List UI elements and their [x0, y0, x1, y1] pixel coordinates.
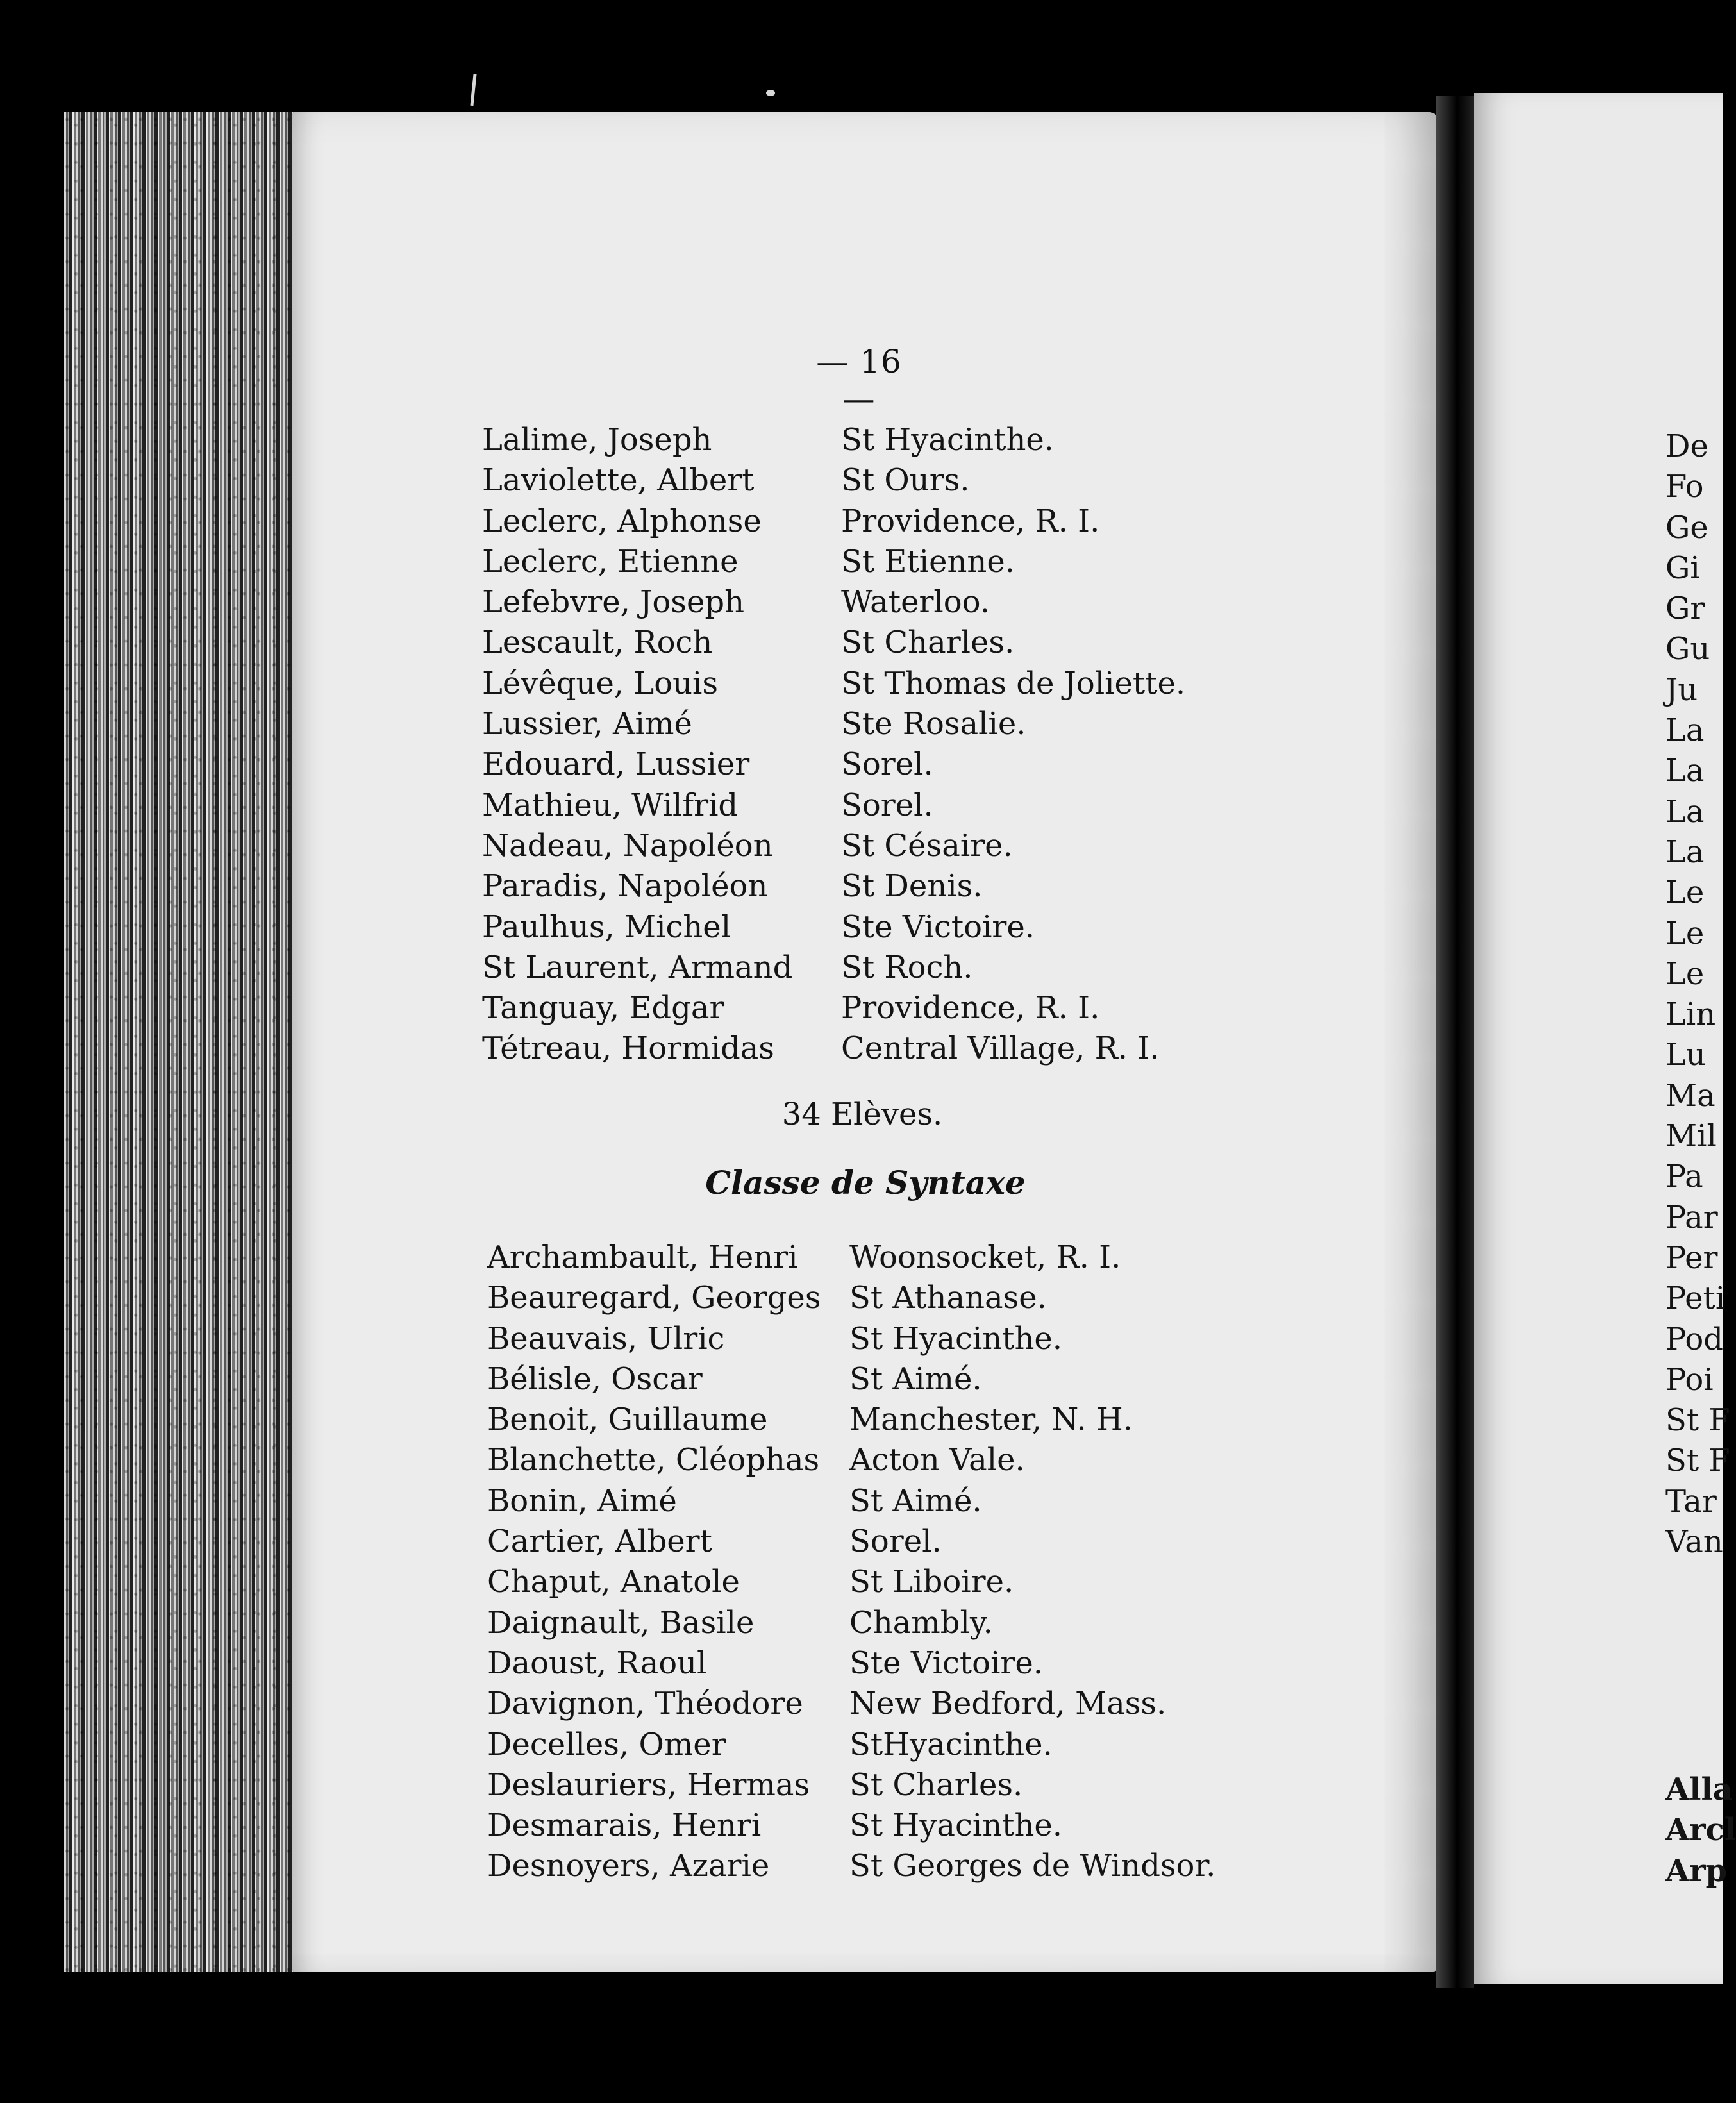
student-hometown: Ste Victoire. — [841, 909, 1035, 945]
right-page-fragment: Pod — [1665, 1321, 1723, 1357]
student-hometown: St Denis. — [841, 868, 983, 905]
student-hometown: St Athanase. — [849, 1280, 1047, 1316]
right-page-fragment: La — [1665, 834, 1705, 870]
right-page-fragment: Arcl — [1665, 1812, 1736, 1848]
right-page-fragments-bottom — [1665, 1770, 1736, 1891]
student-name: Desnoyers, Azarie — [487, 1848, 770, 1884]
right-page-fragment: Tar — [1665, 1483, 1717, 1520]
student-name: Lussier, Aimé — [482, 706, 692, 742]
student-name: Leclerc, Alphonse — [482, 503, 762, 539]
student-hometown: St Charles. — [841, 624, 1015, 661]
student-hometown: St Hyacinthe. — [849, 1320, 1063, 1357]
student-name: Davignon, Théodore — [487, 1686, 803, 1722]
right-page-fragment: La — [1665, 793, 1705, 830]
student-hometown: Woonsocket, R. I. — [849, 1239, 1121, 1275]
scan-mark — [470, 74, 476, 106]
student-name: Paulhus, Michel — [482, 909, 731, 945]
right-page-fragment: De — [1665, 428, 1708, 464]
student-name: Tétreau, Hormidas — [482, 1030, 774, 1067]
student-hometown: St Hyacinthe. — [849, 1807, 1063, 1844]
student-name: Edouard, Lussier — [482, 746, 750, 783]
student-name: St Laurent, Armand — [482, 949, 793, 985]
right-page-fragment: Alla — [1665, 1772, 1733, 1807]
student-name: Beauvais, Ulric — [487, 1320, 725, 1357]
student-hometown: Sorel. — [841, 787, 933, 823]
student-name: Desmarais, Henri — [487, 1807, 762, 1844]
student-hometown: Ste Victoire. — [849, 1645, 1044, 1681]
right-page-fragment: Par — [1665, 1199, 1718, 1236]
right-page-fragment: Le — [1665, 955, 1705, 992]
right-page-fragment: Ge — [1665, 509, 1708, 546]
student-hometown: St Charles. — [849, 1766, 1023, 1803]
student-name: Benoit, Guillaume — [487, 1402, 768, 1438]
right-page-fragment: Gi — [1665, 549, 1700, 586]
student-hometown: St Aimé. — [849, 1482, 982, 1519]
student-name: Leclerc, Etienne — [482, 543, 739, 580]
student-name: Lefebvre, Joseph — [482, 584, 744, 621]
student-name: Chaput, Anatole — [487, 1564, 740, 1600]
student-name: Lévêque, Louis — [482, 665, 719, 701]
student-hometown: StHyacinthe. — [849, 1726, 1053, 1763]
student-name: Bélisle, Oscar — [487, 1361, 703, 1397]
right-page-fragment: Ma — [1665, 1077, 1715, 1114]
student-hometown: Manchester, N. H. — [849, 1402, 1133, 1438]
student-hometown: St Hyacinthe. — [841, 422, 1055, 458]
right-page-fragment: Arp — [1665, 1852, 1728, 1889]
scan-mark — [766, 90, 775, 96]
student-count: 34 Elèves. — [781, 1096, 943, 1132]
right-page-fragment: Gu — [1665, 631, 1710, 667]
right-page-fragment: Pa — [1665, 1159, 1703, 1195]
student-hometown: Central Village, R. I. — [841, 1030, 1160, 1067]
right-page-fragment: Lu — [1665, 1037, 1706, 1073]
student-hometown: Waterloo. — [841, 584, 990, 621]
student-name: Laviolette, Albert — [482, 462, 755, 499]
right-page-fragment: Peti — [1665, 1280, 1726, 1317]
student-hometown: Ste Rosalie. — [841, 706, 1026, 742]
student-name: Lescault, Roch — [482, 624, 713, 661]
student-name: Decelles, Omer — [487, 1726, 726, 1763]
section-title: Classe de Syntaxe — [705, 1164, 1026, 1202]
right-page-fragment: Van — [1665, 1524, 1723, 1561]
student-name: Paradis, Napoléon — [482, 868, 768, 905]
right-page-fragment: La — [1665, 712, 1705, 749]
right-page-fragments-top — [1665, 426, 1730, 1563]
student-name: Tanguay, Edgar — [482, 990, 724, 1026]
right-page-fragment: La — [1665, 753, 1705, 789]
student-hometown: St Etienne. — [841, 543, 1015, 580]
student-name: Daignault, Basile — [487, 1604, 755, 1641]
student-name: Beauregard, Georges — [487, 1280, 821, 1316]
page-number: — 16 — — [816, 343, 902, 417]
right-page-fragment: Le — [1665, 915, 1705, 951]
student-hometown: St Georges de Windsor. — [849, 1848, 1216, 1884]
student-hometown: Sorel. — [841, 746, 933, 783]
right-page-fragment: Fo — [1665, 469, 1704, 505]
right-page-fragment: Ju — [1665, 671, 1698, 708]
student-name: Lalime, Joseph — [482, 422, 712, 458]
student-name: Daoust, Raoul — [487, 1645, 707, 1681]
student-name: Cartier, Albert — [487, 1523, 712, 1560]
student-hometown: Sorel. — [849, 1523, 942, 1560]
student-hometown: Providence, R. I. — [841, 503, 1100, 539]
student-hometown: St Thomas de Joliette. — [841, 665, 1186, 701]
page-edges — [64, 112, 301, 1972]
right-page-fragment: Gr — [1665, 591, 1705, 627]
right-page-fragment: Poi — [1665, 1361, 1714, 1398]
book-gutter — [1436, 96, 1474, 1988]
student-hometown: St Césaire. — [841, 827, 1013, 864]
student-name: Deslauriers, Hermas — [487, 1766, 810, 1803]
right-page-fragment: St F — [1665, 1443, 1730, 1479]
right-page-fragment: St F — [1665, 1402, 1730, 1439]
student-hometown: St Liboire. — [849, 1564, 1014, 1600]
student-hometown: Providence, R. I. — [841, 990, 1100, 1026]
student-hometown: New Bedford, Mass. — [849, 1686, 1167, 1722]
right-page-fragment: Per — [1665, 1239, 1718, 1276]
student-hometown: St Aimé. — [849, 1361, 982, 1397]
student-hometown: Acton Vale. — [849, 1442, 1025, 1479]
student-name: Mathieu, Wilfrid — [482, 787, 739, 823]
student-name: Nadeau, Napoléon — [482, 827, 773, 864]
student-name: Bonin, Aimé — [487, 1482, 677, 1519]
student-hometown: St Roch. — [841, 949, 973, 985]
student-name: Archambault, Henri — [487, 1239, 798, 1275]
right-page-fragment: Le — [1665, 875, 1705, 911]
right-page-fragment: Mil — [1665, 1118, 1717, 1155]
student-hometown: Chambly. — [849, 1604, 993, 1641]
student-hometown: St Ours. — [841, 462, 970, 499]
right-page-fragment: Lin — [1665, 996, 1716, 1033]
student-name: Blanchette, Cléophas — [487, 1442, 820, 1479]
